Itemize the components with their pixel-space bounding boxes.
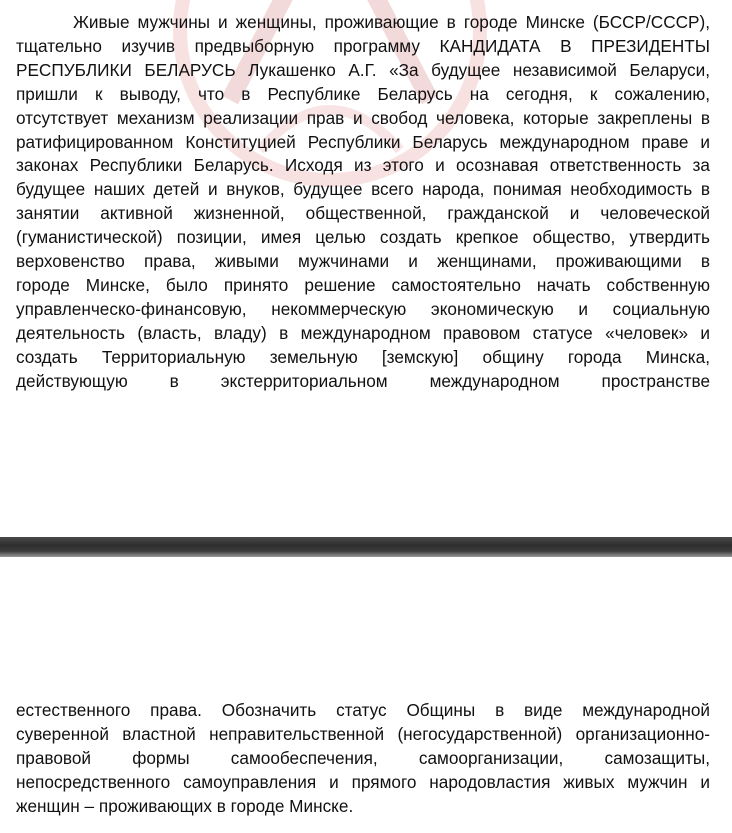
- text-line: будущее наших детей и внуков, будущее всего народа, понимая необходимость в: [16, 179, 710, 200]
- text-line: (гуманистической) позиции, имея целью создать крепкое общество, утвердить: [16, 227, 710, 248]
- paragraph-bottom: [16, 699, 710, 819]
- text-line: естественного права. Обозначить статус Общины в виде международной: [16, 700, 710, 720]
- text-line: верховенство права, живыми мужчинами и женщинами, проживающими в: [16, 251, 710, 272]
- text-line: действующую в экстерриториальном международном пространстве: [16, 370, 710, 391]
- text-line: Живые мужчины и женщины, проживающие в городе Минске (БССР/СССР),: [73, 12, 710, 32]
- text-line: суверенной властной неправительственной (негосударственной) организационно-: [16, 723, 710, 744]
- text-line: управленческо-финансовую, некоммерческую экономическую и социальную: [16, 298, 710, 319]
- text-line: городе Минске, было принято решение самостоятельно начать собственную: [16, 274, 710, 295]
- document-page-bottom: [0, 557, 732, 833]
- text-line: правовой формы самообеспечения, самоорганизации, самозащиты,: [16, 747, 710, 768]
- text-line: законах Республики Беларусь. Исходя из этого и осознавая ответственность за: [16, 155, 710, 176]
- text-line: пришли к выводу, что в Республике Беларусь на сегодня, к сожалению,: [16, 83, 710, 104]
- text-line: отсутствует механизм реализации прав и свобод человека, которые закреплены в: [16, 107, 710, 128]
- text-line: тщательно изучив предвыборную программу КАНДИДАТА В ПРЕЗИДЕНТЫ: [16, 35, 710, 56]
- text-line: создать Территориальную земельную [земскую] общину города Минска,: [16, 346, 710, 367]
- text-line: непосредственного самоуправления и прямого народовластия живых мужчин и: [16, 771, 710, 792]
- text-line: деятельность (власть, владу) в международном правовом статусе «человек» и: [16, 322, 710, 343]
- text-line: женщин – проживающих в городе Минске.: [16, 795, 354, 816]
- paragraph-top: [16, 11, 710, 394]
- page-separator: [0, 537, 732, 557]
- text-line: ратифицированном Конституцией Республики Беларусь международном праве и: [16, 131, 710, 152]
- text-line: занятии активной жизненной, общественной, гражданской и человеческой: [16, 203, 710, 224]
- text-line: РЕСПУБЛИКИ БЕЛАРУСЬ Лукашенко А.Г. «За будущее независимой Беларуси,: [16, 59, 710, 80]
